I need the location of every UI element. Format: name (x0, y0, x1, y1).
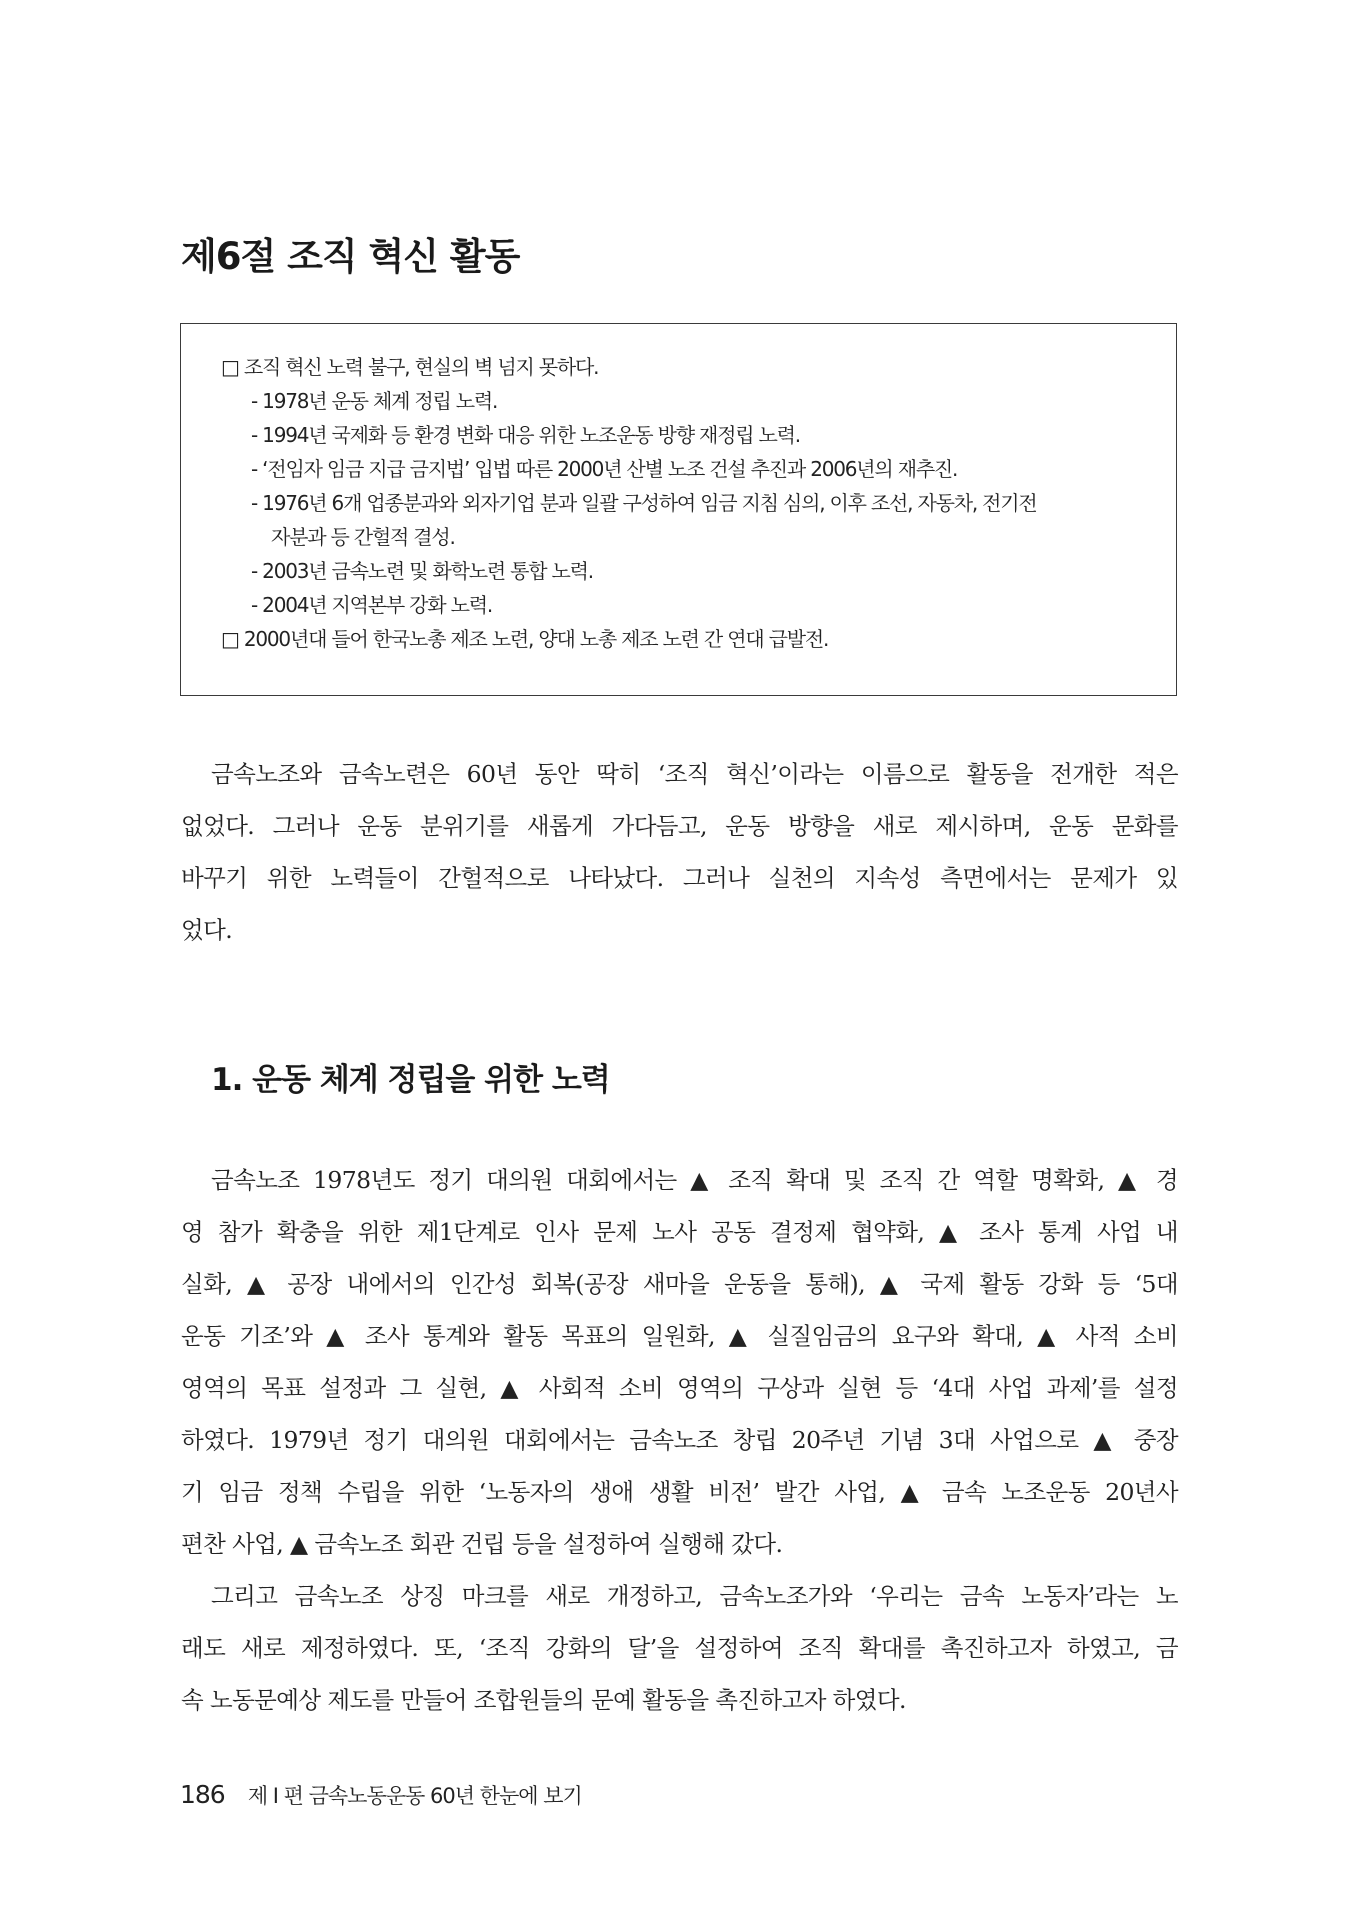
page-number: 186 (180, 1780, 225, 1809)
page-footer (180, 1780, 582, 1810)
summary-line: 자분과 등 간헐적 결성. (271, 525, 455, 549)
summary-line: - ‘전임자 임금 지급 금지법’ 입법 따른 2000년 산별 노조 건설 추진과 2006년의 재추진. (251, 457, 958, 481)
body-line: 운동 기조’와 ▲ 조사 통계와 활동 목표의 일원화, ▲ 실질임금의 요구와 확대, ▲ 사적 소비 (181, 1322, 1178, 1350)
summary-line: □ 조직 혁신 노력 불구, 현실의 벽 넘지 못하다. (221, 355, 599, 379)
subsection-title: 1. 운동 체계 정립을 위한 노력 (211, 1062, 610, 1098)
body-line: 영역의 목표 설정과 그 실현, ▲ 사회적 소비 영역의 구상과 실현 등 ‘4대 사업 과제’를 설정 (181, 1374, 1178, 1402)
intro-line: 바꾸기 위한 노력들이 간헐적으로 나타났다. 그러나 실천의 지속성 측면에서는 문제가 있 (181, 864, 1178, 892)
body-line: 편찬 사업, ▲ 금속노조 회관 건립 등을 설정하여 실행해 갔다. (181, 1530, 783, 1558)
summary-line: □ 2000년대 들어 한국노총 제조 노련, 양대 노총 제조 노련 간 연대 급발전. (221, 627, 829, 651)
body-line: 기 임금 정책 수립을 위한 ‘노동자의 생애 생활 비전’ 발간 사업, ▲ 금속 노조운동 20년사 (181, 1478, 1178, 1506)
body-line: 영 참가 확충을 위한 제1단계로 인사 문제 노사 공동 결정제 협약화, ▲ 조사 통계 사업 내 (181, 1218, 1178, 1246)
summary-line: - 2003년 금속노련 및 화학노련 통합 노력. (251, 559, 593, 583)
summary-box (180, 323, 1177, 696)
summary-line: - 1994년 국제화 등 환경 변화 대응 위한 노조운동 방향 재정립 노력. (251, 423, 800, 447)
summary-line: - 1976년 6개 업종분과와 외자기업 분과 일괄 구성하여 임금 지침 심의, 이후 조선, 자동차, 전기전 (251, 491, 1037, 515)
intro-line: 금속노조와 금속노련은 60년 동안 딱히 ‘조직 혁신’이라는 이름으로 활동을 전개한 적은 (211, 760, 1178, 788)
body-line: 래도 새로 제정하였다. 또, ‘조직 강화의 달’을 설정하여 조직 확대를 촉진하고자 하였고, 금 (181, 1634, 1178, 1662)
body-line: 하였다. 1979년 정기 대의원 대회에서는 금속노조 창립 20주년 기념 3대 사업으로 ▲ 중장 (181, 1426, 1178, 1454)
summary-line: - 1978년 운동 체계 정립 노력. (251, 389, 498, 413)
body-line: 금속노조 1978년도 정기 대의원 대회에서는 ▲ 조직 확대 및 조직 간 역할 명확화, ▲ 경 (211, 1166, 1178, 1194)
intro-line: 었다. (181, 916, 233, 944)
intro-paragraph (181, 748, 1178, 956)
body-line: 실화, ▲ 공장 내에서의 인간성 회복(공장 새마을 운동을 통해), ▲ 국제 활동 강화 등 ‘5대 (181, 1270, 1178, 1298)
body-paragraphs (181, 1154, 1178, 1726)
intro-line: 없었다. 그러나 운동 분위기를 새롭게 가다듬고, 운동 방향을 새로 제시하며, 운동 문화를 (181, 812, 1178, 840)
body-line: 그리고 금속노조 상징 마크를 새로 개정하고, 금속노조가와 ‘우리는 금속 노동자’라는 노 (211, 1582, 1178, 1610)
body-line: 속 노동문예상 제도를 만들어 조합원들의 문예 활동을 촉진하고자 하였다. (181, 1686, 906, 1714)
summary-line: - 2004년 지역본부 강화 노력. (251, 593, 492, 617)
running-title: 제 I 편 금속노동운동 60년 한눈에 보기 (247, 1784, 582, 1808)
section-title: 제6절 조직 혁신 활동 (181, 235, 520, 278)
